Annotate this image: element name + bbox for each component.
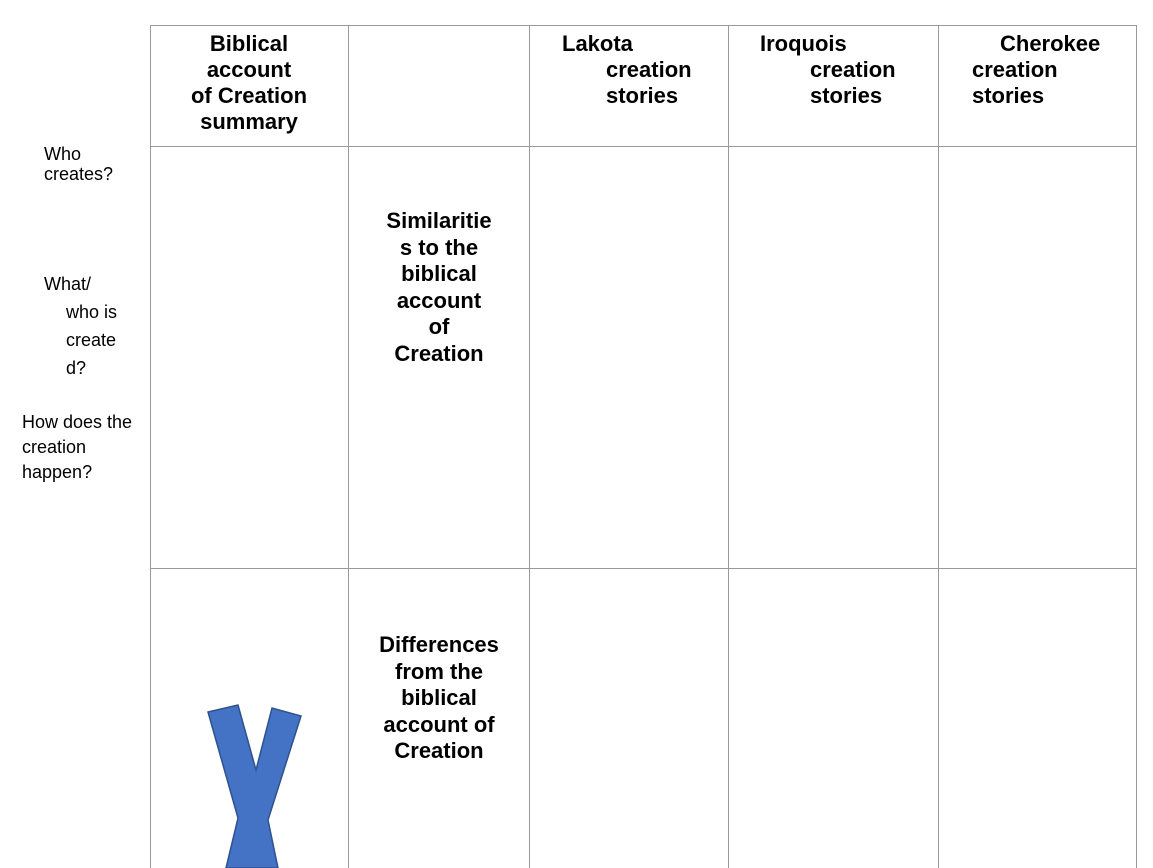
question-what-who-line4: d?: [66, 358, 87, 378]
table-row-divider-2: [150, 568, 1137, 569]
table-right-border: [1136, 25, 1137, 868]
row-label-differences: Differences from the biblical account of Creation: [379, 632, 499, 763]
table-top-border: [150, 25, 1137, 26]
header-lakota-title: Lakota: [562, 31, 633, 56]
header-cherokee-title: Cherokee: [1000, 31, 1101, 56]
row-label-similarities: Similaritie s to the biblical account of Creation: [386, 208, 492, 366]
table-col-divider-3: [728, 25, 729, 868]
header-iroquois-title: Iroquois: [760, 31, 847, 56]
question-what-who-line3: create: [66, 330, 117, 350]
x-shape-icon: [200, 700, 310, 868]
question-how-creation-happens: How does the creation happen?: [22, 412, 133, 482]
question-what-who-line2: who is: [66, 302, 118, 322]
table-row-divider-1: [150, 146, 1137, 147]
header-biblical-summary: Biblical account of Creation summary: [190, 31, 308, 134]
table-left-border: [150, 25, 151, 868]
header-cherokee-subtitle: creation stories: [972, 57, 1058, 108]
question-what-who-line1: What/: [44, 274, 92, 294]
question-who-creates: Who creates?: [44, 144, 114, 184]
header-lakota-subtitle: creation stories: [606, 57, 692, 108]
table-col-divider-4: [938, 25, 939, 868]
header-iroquois-subtitle: creation stories: [810, 57, 896, 108]
